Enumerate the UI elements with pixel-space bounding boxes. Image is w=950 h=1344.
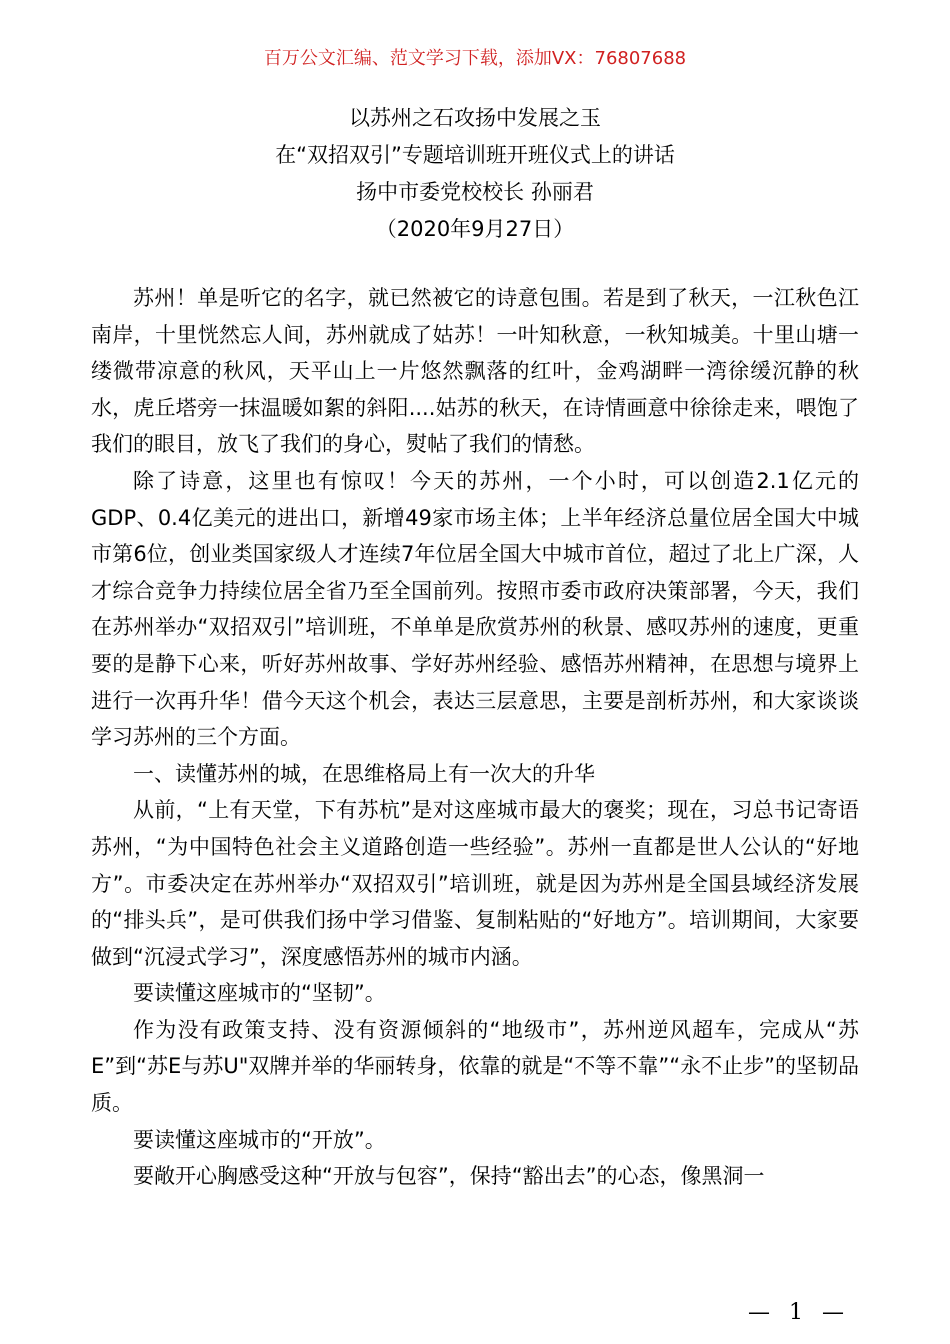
page-number: — 1 —: [748, 1300, 850, 1325]
section-heading: 一、读懂苏州的城，在思维格局上有一次大的升华: [133, 761, 595, 786]
paragraph: 从前，“上有天堂，下有苏杭”是对这座城市最大的褒奖；现在，习总书记寄语苏州，“为中国特色社会主义道路创造一些经验”。苏州一直都是世人公认的“好地方”。市委决定在苏州举办“双招双引”培训班，就是因为苏州是全国县域经济发展的“排头兵”，是可供我们扬中学习借鉴、复制粘贴的“好地方”。培训期间，大家要做到“沉浸式学习”，深度感悟苏州的城市内涵。: [91, 798, 859, 969]
paragraph: 除了诗意，这里也有惊叹！今天的苏州，一个小时，可以创造2.1亿元的GDP、0.4亿美元的进出口，新增49家市场主体；上半年经济总量位居全国大中城市第6位，创业类国家级人才连续7年位居全国大中城市首位，超过了北上广深，人才综合竞争力持续位居全省乃至全国前列。按照市委市政府决策部署，今天，我们在苏州举办“双招双引”培训班，不单单是欣赏苏州的秋景、感叹苏州的速度，更重要的是静下心来，听好苏州故事、学好苏州经验、感悟苏州精神，在思想与境界上进行一次再升华！借今天这个机会，表达三层意思，主要是剖析苏州，和大家谈谈学习苏州的三个方面。: [91, 468, 859, 750]
paragraph: 作为没有政策支持、没有资源倾斜的“地级市”，苏州逆风超车，完成从“苏E”到“苏E与苏U"双牌并举的华丽转身，依靠的就是“不等不靠”“永不止步”的坚韧品质。: [91, 1017, 859, 1116]
body-text: [91, 280, 859, 1195]
promo-banner: 百万公文汇编、范文学习下载，添加VX：76807688: [263, 48, 687, 69]
document-subtitle: 在“双招双引”专题培训班开班仪式上的讲话: [275, 143, 675, 167]
author-line: 扬中市委党校校长 孙丽君: [356, 180, 594, 204]
paragraph: 苏州！单是听它的名字，就已然被它的诗意包围。若是到了秋天，一江秋色江南岸，十里恍然忘人间，苏州就成了姑苏！一叶知秋意，一秋知城美。十里山塘一缕微带凉意的秋风，天平山上一片悠然飘落的红叶，金鸡湖畔一湾徐缓沉静的秋水，虎丘塔旁一抹温暖如絮的斜阳....姑苏的秋天，在诗情画意中徐徐走来，喂饱了我们的眼目，放飞了我们的身心，熨帖了我们的情愁。: [91, 286, 859, 457]
paragraph: 要读懂这座城市的“坚韧”。: [133, 981, 386, 1006]
paragraph: 要读懂这座城市的“开放”。: [133, 1127, 386, 1152]
document-title: 以苏州之石攻扬中发展之玉: [349, 106, 601, 130]
paragraph: 要敞开心胸感受这种“开放与包容”，保持“豁出去”的心态，像黑洞一: [133, 1164, 765, 1189]
title-block: [0, 100, 950, 248]
date-line: （2020年9月27日）: [375, 217, 575, 241]
